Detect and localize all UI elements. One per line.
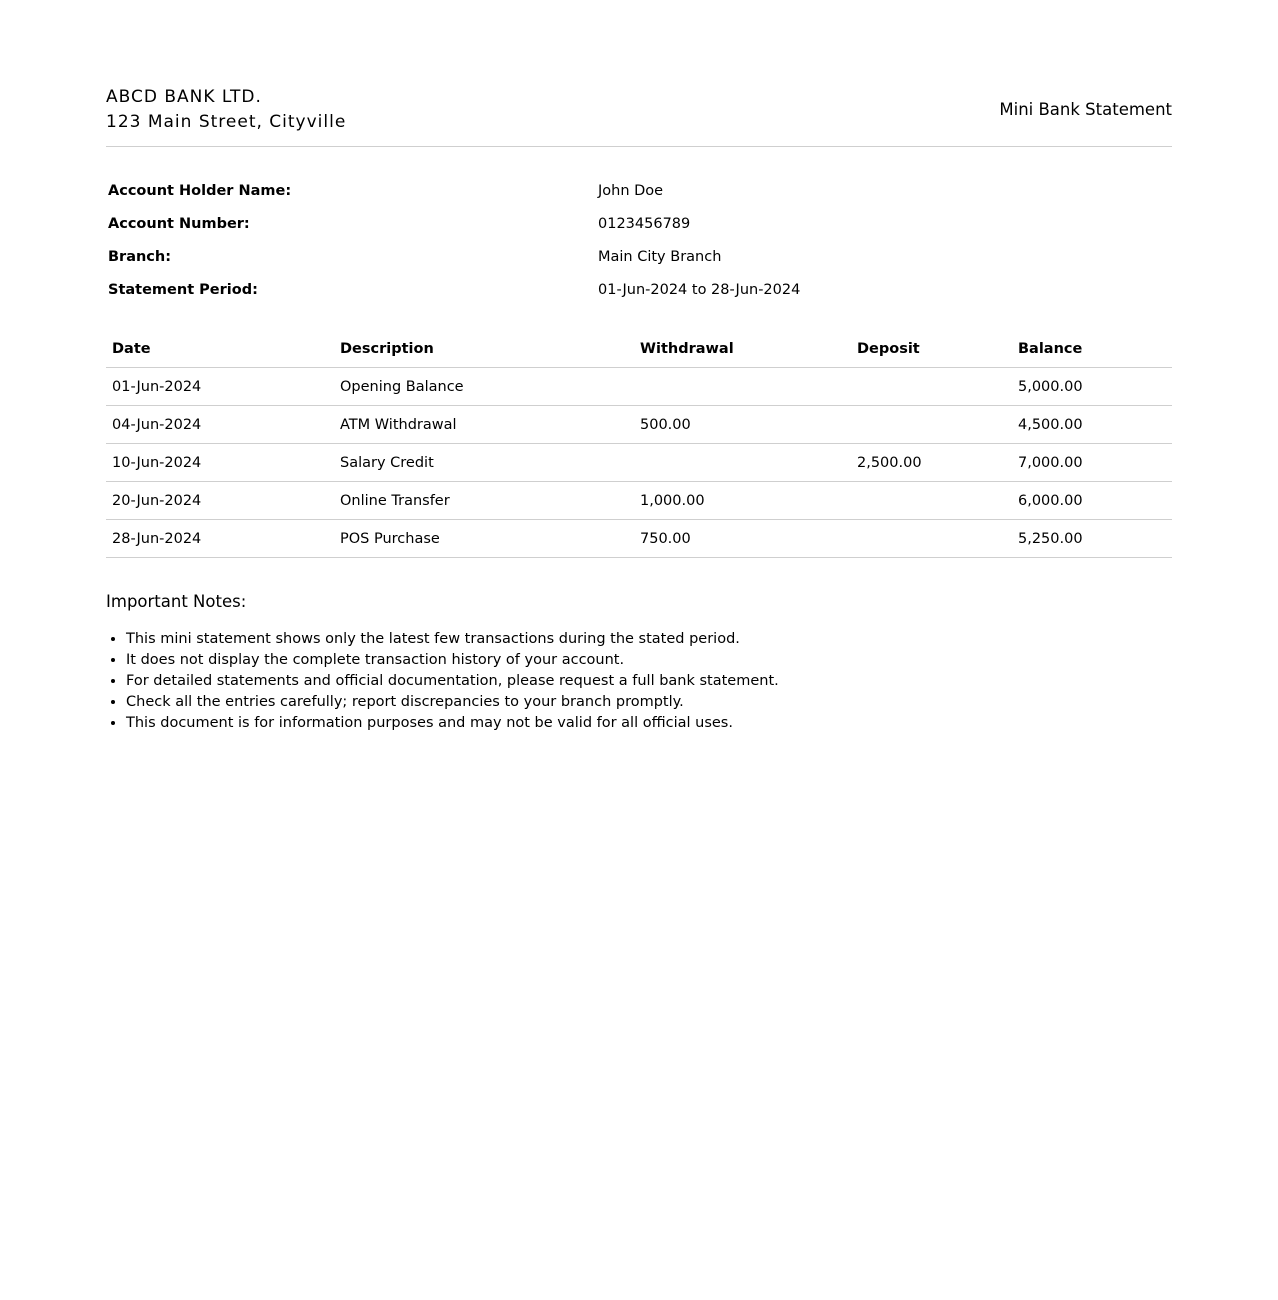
- important-notes: [106, 592, 1172, 734]
- note-item: • Check all the entries carefully; report discrepancies to your branch promptly.: [126, 692, 1172, 713]
- column-header-deposit: Deposit: [851, 331, 1012, 368]
- info-value: Main City Branch: [598, 249, 722, 265]
- cell-description: POS Purchase: [334, 520, 634, 558]
- note-item: • This mini statement shows only the latest few transactions during the stated period.: [126, 629, 1172, 650]
- cell-deposit: 2,500.00: [851, 444, 1012, 482]
- cell-description: Opening Balance: [334, 368, 634, 406]
- bank-address: 123 Main Street, Cityville: [106, 112, 347, 132]
- info-row-account-number: [106, 214, 1172, 234]
- cell-balance: 6,000.00: [1012, 482, 1172, 520]
- info-value: John Doe: [598, 183, 664, 199]
- notes-list: [106, 629, 1172, 734]
- table-row: [106, 482, 1172, 520]
- column-header-withdrawal: Withdrawal: [634, 331, 851, 368]
- info-label: Account Holder Name:: [108, 183, 292, 199]
- cell-balance: 4,500.00: [1012, 406, 1172, 444]
- table-row: [106, 444, 1172, 482]
- cell-description: ATM Withdrawal: [334, 406, 634, 444]
- statement-header: [106, 0, 1172, 147]
- column-header-balance: Balance: [1012, 331, 1172, 368]
- cell-deposit: [851, 520, 1012, 558]
- cell-date: 28-Jun-2024: [106, 520, 334, 558]
- cell-description: Salary Credit: [334, 444, 634, 482]
- bank-name: ABCD BANK LTD.: [106, 87, 262, 107]
- cell-withdrawal: 500.00: [634, 406, 851, 444]
- cell-withdrawal: [634, 444, 851, 482]
- cell-date: 04-Jun-2024: [106, 406, 334, 444]
- table-header-row: [106, 331, 1172, 368]
- cell-description: Online Transfer: [334, 482, 634, 520]
- statement-page: [106, 0, 1172, 734]
- cell-withdrawal: [634, 368, 851, 406]
- note-item: • This document is for information purposes and may not be valid for all official uses.: [126, 713, 1172, 734]
- account-info: [106, 147, 1172, 331]
- column-header-date: Date: [106, 331, 334, 368]
- transactions-table: [106, 331, 1172, 558]
- table-row: [106, 520, 1172, 558]
- cell-deposit: [851, 406, 1012, 444]
- cell-date: 01-Jun-2024: [106, 368, 334, 406]
- table-row: [106, 368, 1172, 406]
- table-row: [106, 406, 1172, 444]
- note-item: • It does not display the complete transaction history of your account.: [126, 650, 1172, 671]
- note-item: • For detailed statements and official documentation, please request a full bank statement.: [126, 671, 1172, 692]
- info-label: Account Number:: [108, 216, 250, 232]
- cell-withdrawal: 1,000.00: [634, 482, 851, 520]
- info-value: 0123456789: [598, 216, 691, 232]
- cell-balance: 5,000.00: [1012, 368, 1172, 406]
- info-row-branch: [106, 247, 1172, 267]
- cell-deposit: [851, 482, 1012, 520]
- info-label: Statement Period:: [108, 282, 258, 298]
- document-title: Mini Bank Statement: [999, 100, 1172, 119]
- cell-deposit: [851, 368, 1012, 406]
- cell-date: 10-Jun-2024: [106, 444, 334, 482]
- cell-withdrawal: 750.00: [634, 520, 851, 558]
- cell-date: 20-Jun-2024: [106, 482, 334, 520]
- cell-balance: 7,000.00: [1012, 444, 1172, 482]
- column-header-description: Description: [334, 331, 634, 368]
- info-label: Branch:: [108, 249, 172, 265]
- cell-balance: 5,250.00: [1012, 520, 1172, 558]
- info-value: 01-Jun-2024 to 28-Jun-2024: [598, 282, 801, 298]
- info-row-account-holder: [106, 181, 1172, 201]
- info-row-statement-period: [106, 280, 1172, 300]
- notes-title: Important Notes:: [106, 592, 247, 611]
